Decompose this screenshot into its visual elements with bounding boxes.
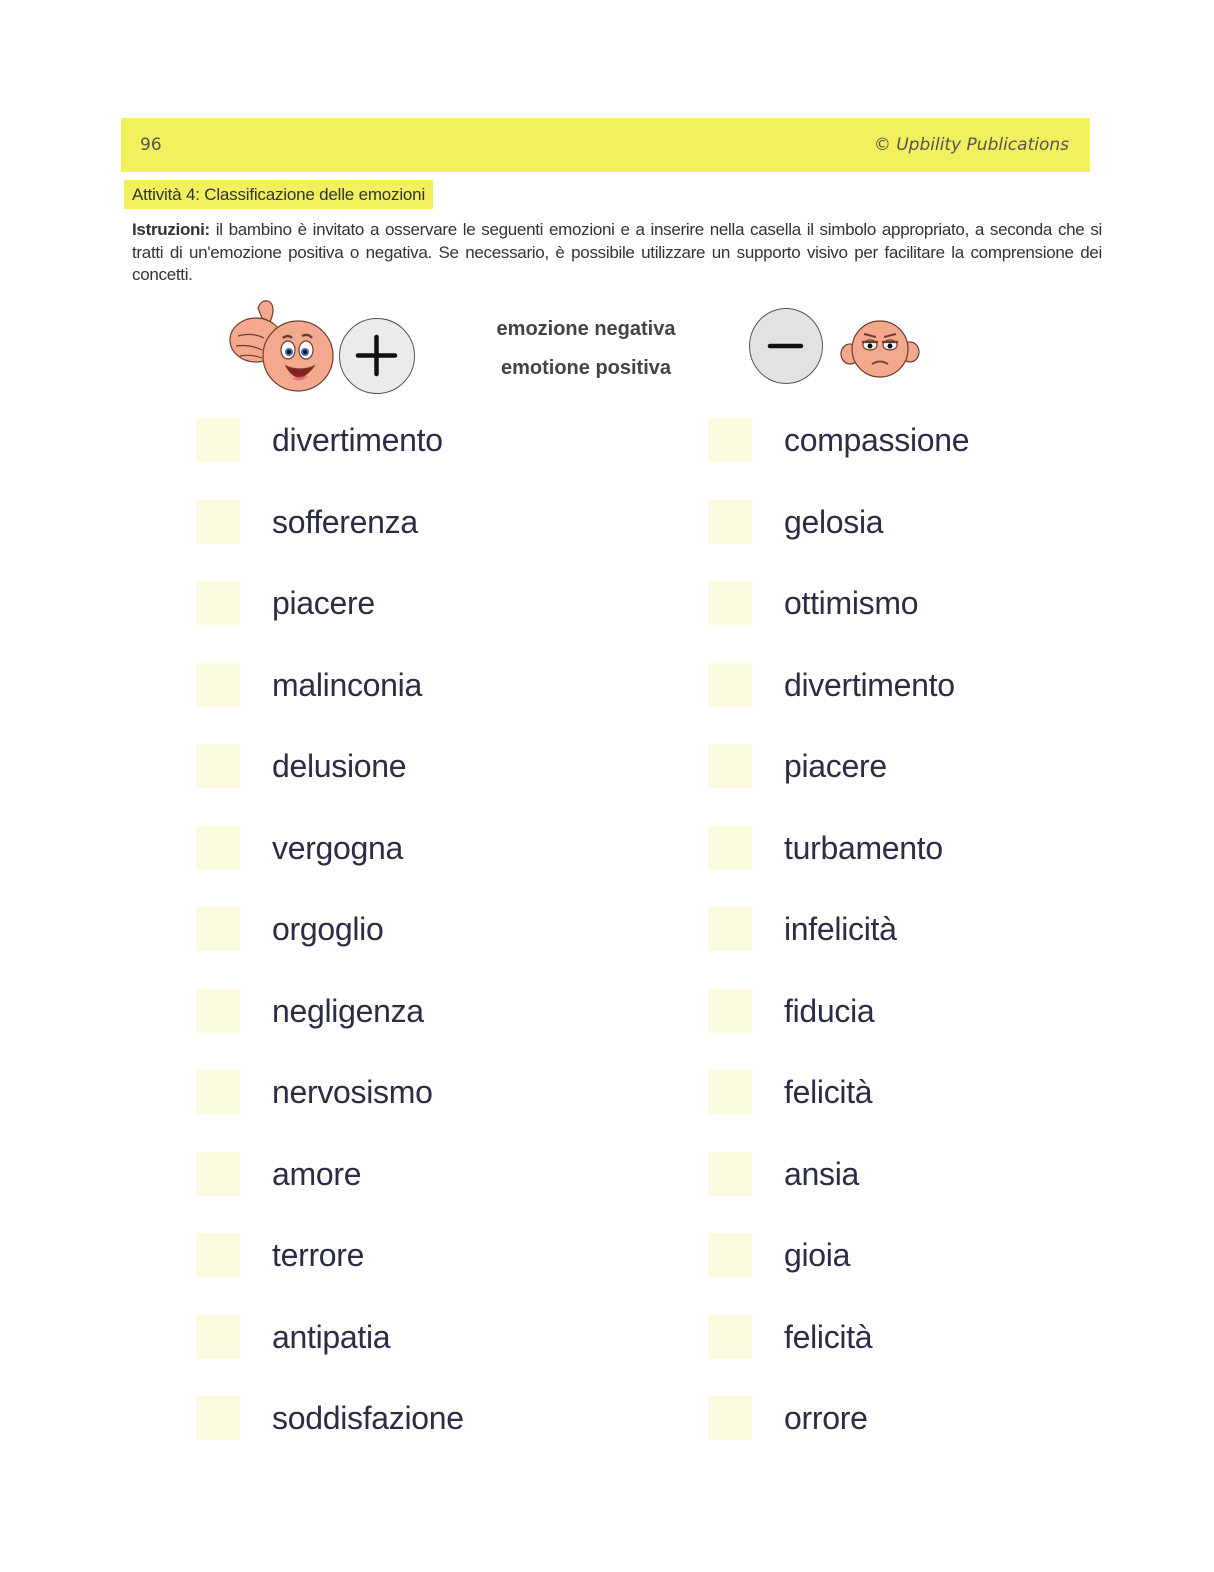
list-item <box>708 1152 969 1234</box>
answer-checkbox[interactable] <box>196 1233 240 1277</box>
emotion-word: vergogna <box>272 829 404 866</box>
minus-symbol-circle <box>749 308 823 384</box>
emotion-word: malinconia <box>272 666 422 703</box>
list-item <box>196 1070 464 1152</box>
answer-checkbox[interactable] <box>708 1152 752 1196</box>
answer-checkbox[interactable] <box>708 500 752 544</box>
emotion-word: terrore <box>272 1237 365 1273</box>
activity-title: Attività 4: Classificazione delle emozioni <box>124 180 433 209</box>
emotion-word: nervosismo <box>272 1074 433 1110</box>
emotion-word: sofferenza <box>272 503 418 540</box>
list-item <box>196 1152 464 1234</box>
list-item <box>196 989 464 1071</box>
list-item <box>196 1315 464 1397</box>
emotion-word: delusione <box>272 748 407 784</box>
thumbs-up-smiley-icon <box>228 298 336 398</box>
emotion-word: soddisfazione <box>272 1400 464 1436</box>
list-item <box>708 989 969 1071</box>
instructions-text: il bambino è invitato a osservare le seguenti emozioni e a inserire nella casella il simbolo appropriato, a seconda che si tratti di un'emozione positiva o negativa. Se necessario, è possibile utilizzare un supporto visivo per facilitare la comprensione dei concetti. <box>132 220 1102 284</box>
list-item <box>708 1070 969 1152</box>
emotion-word: divertimento <box>784 666 955 703</box>
list-item <box>708 1315 969 1397</box>
list-item <box>196 744 464 826</box>
list-item <box>708 744 969 826</box>
plus-icon <box>340 319 413 392</box>
answer-checkbox[interactable] <box>708 1233 752 1277</box>
word-column-right <box>708 418 969 1478</box>
answer-checkbox[interactable] <box>196 907 240 951</box>
answer-checkbox[interactable] <box>708 1396 752 1440</box>
emotion-word: piacere <box>784 748 887 784</box>
emotion-word: ansia <box>784 1155 860 1192</box>
emotion-word: turbamento <box>784 829 943 866</box>
copyright-notice: © Upbility Publications <box>873 135 1069 155</box>
word-column-left <box>196 418 464 1478</box>
emotion-word: gelosia <box>784 503 884 540</box>
list-item <box>196 1396 464 1478</box>
emotion-word: divertimento <box>272 422 443 458</box>
emotion-word: gioia <box>784 1237 851 1273</box>
answer-checkbox[interactable] <box>196 500 240 544</box>
emotion-word: piacere <box>272 585 375 621</box>
list-item <box>708 581 969 663</box>
list-item <box>196 418 464 500</box>
list-item <box>708 826 969 908</box>
list-item <box>196 500 464 582</box>
emotion-word: orrore <box>784 1400 868 1436</box>
answer-checkbox[interactable] <box>708 418 752 462</box>
answer-checkbox[interactable] <box>196 989 240 1033</box>
list-item <box>708 418 969 500</box>
legend-negative-label: emozione negativa <box>496 318 676 340</box>
page-number: 96 <box>140 135 162 155</box>
list-item <box>708 907 969 989</box>
answer-checkbox[interactable] <box>708 907 752 951</box>
answer-checkbox[interactable] <box>196 744 240 788</box>
emotion-word: felicità <box>784 1318 873 1355</box>
emotion-word: ottimismo <box>784 585 919 621</box>
emotion-word: negligenza <box>272 992 424 1029</box>
instructions-label: Istruzioni: <box>132 220 210 239</box>
emotion-word: fiducia <box>784 992 875 1029</box>
list-item <box>196 907 464 989</box>
emotion-word: infelicità <box>784 911 897 947</box>
page-header-band <box>121 118 1090 172</box>
list-item <box>196 826 464 908</box>
answer-checkbox[interactable] <box>708 581 752 625</box>
answer-checkbox[interactable] <box>196 1070 240 1114</box>
answer-checkbox[interactable] <box>708 1070 752 1114</box>
legend-positive-label: emotione positiva <box>500 357 672 379</box>
answer-checkbox[interactable] <box>196 581 240 625</box>
answer-checkbox[interactable] <box>708 826 752 870</box>
plus-symbol-circle <box>339 318 415 394</box>
list-item <box>196 1233 464 1315</box>
emotion-word: felicità <box>784 1074 873 1110</box>
answer-checkbox[interactable] <box>708 1315 752 1359</box>
instructions <box>132 219 1102 287</box>
answer-checkbox[interactable] <box>196 1315 240 1359</box>
list-item <box>708 500 969 582</box>
answer-checkbox[interactable] <box>196 1152 240 1196</box>
minus-icon <box>750 309 821 382</box>
list-item <box>708 1233 969 1315</box>
emotion-word: compassione <box>784 422 970 458</box>
list-item <box>196 581 464 663</box>
answer-checkbox[interactable] <box>196 1396 240 1440</box>
answer-checkbox[interactable] <box>708 744 752 788</box>
grumpy-face-icon <box>840 318 920 380</box>
list-item <box>196 663 464 745</box>
list-item <box>708 663 969 745</box>
emotion-word: orgoglio <box>272 911 384 947</box>
emotion-word: antipatia <box>272 1318 391 1355</box>
emotion-word: amore <box>272 1155 362 1192</box>
answer-checkbox[interactable] <box>708 663 752 707</box>
list-item <box>708 1396 969 1478</box>
answer-checkbox[interactable] <box>196 826 240 870</box>
answer-checkbox[interactable] <box>196 663 240 707</box>
answer-checkbox[interactable] <box>708 989 752 1033</box>
answer-checkbox[interactable] <box>196 418 240 462</box>
